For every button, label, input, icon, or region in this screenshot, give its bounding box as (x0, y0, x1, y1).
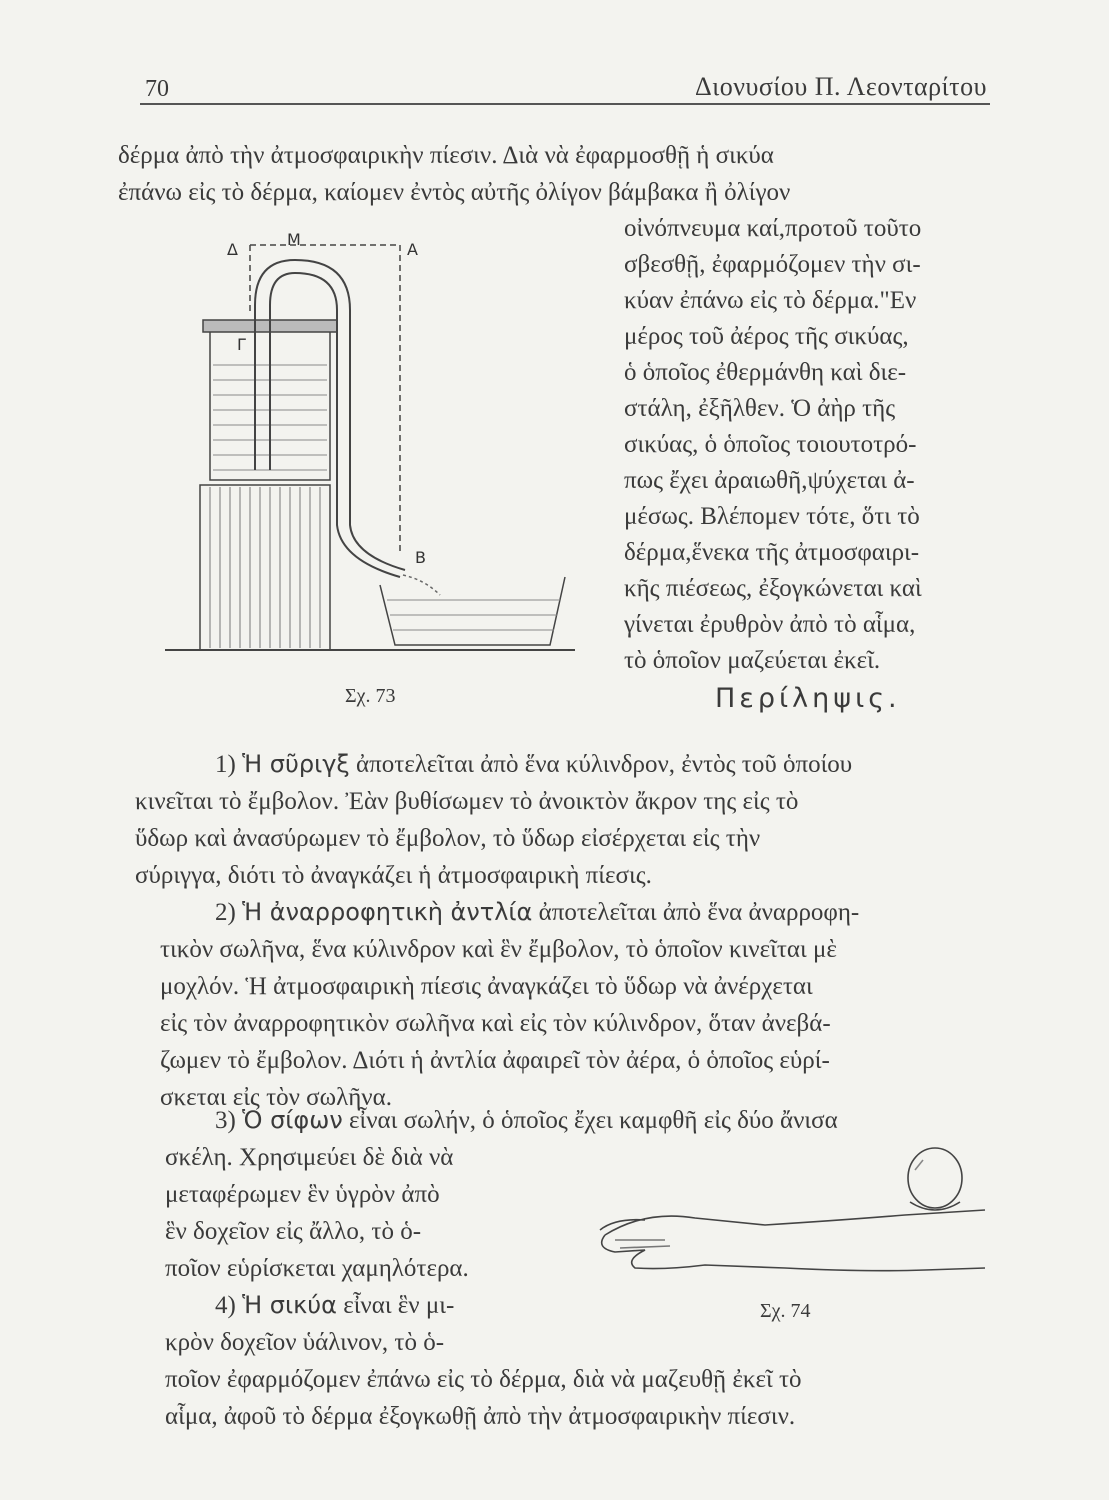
body-line: ἐπάνω εἰς τὸ δέρμα, καίομεν ἐντὸς αὐτῆς ὀλίγον βάμβακα ἢ ὀλίγον (118, 179, 791, 206)
body-line: τὸ ὁποῖον μαζεύεται ἐκεῖ. (624, 647, 881, 674)
figure-73-caption: Σχ. 73 (345, 685, 396, 707)
term-pump: Ἡ ἀναρροφητικὴ ἀντλία (242, 898, 533, 926)
body-line: σκεται εἰς τὸν σωλῆνα. (160, 1084, 392, 1111)
body-line: γίνεται ἐρυθρὸν ἀπὸ τὸ αἷμα, (624, 611, 916, 638)
body-line: σύριγγα, διότι τὸ ἀναγκάζει ἡ ἀτμοσφαιρικὴ πίεσις. (135, 862, 652, 889)
header-rule (140, 103, 990, 105)
summary-item-3-first: 3) Ὁ σίφων εἶναι σωλήν, ὁ ὁποῖος ἔχει καμφθῆ εἰς δύο ἄνισα (215, 1106, 838, 1134)
cupping-glass (908, 1148, 962, 1208)
term-syringe: Ἡ σῦριγξ (242, 750, 350, 778)
body-line: πως ἔχει ἀραιωθῆ,ψύχεται ἀ- (624, 467, 915, 494)
body-line: τικὸν σωλῆνα, ἕνα κύλινδρον καὶ ἓν ἔμβολον, τὸ ὁποῖον κινεῖται μὲ (160, 936, 837, 963)
term-siphon: Ὁ σίφων (242, 1106, 343, 1134)
label-alpha: Α (407, 240, 418, 259)
water-stream (403, 575, 440, 595)
finger-lines (615, 1240, 670, 1248)
siphon-figure (155, 225, 585, 665)
body-line: σικύας, ὁ ὁποῖος τοιουτοτρό- (624, 431, 917, 458)
body-line: δέρμα ἀπὸ τὴν ἀτμοσφαιρικὴν πίεσιν. Διὰ νὰ ἐφαρμοσθῇ ἡ σικύα (118, 142, 774, 169)
body-line: μέσως. Βλέπομεν τότε, ὅτι τὸ (624, 503, 920, 530)
body-line: μέρος τοῦ ἀέρος τῆς σικύας, (624, 323, 909, 350)
body-line: οἰνόπνευμα καί,προτοῦ τοῦτο (624, 215, 922, 242)
figure-74-caption: Σχ. 74 (760, 1300, 811, 1322)
summary-item-2-first: 2) Ἡ ἀναρροφητικὴ ἀντλία ἀποτελεῖται ἀπὸ ἕνα ἀναρροφη- (215, 898, 860, 926)
body-line: αἷμα, ἀφοῦ τὸ δέρμα ἐξογκωθῇ ἀπὸ τὴν ἀτμοσφαιρικὴν πίεσιν. (165, 1403, 796, 1430)
body-line: ποῖον ἐφαρμόζομεν ἐπάνω εἰς τὸ δέρμα, διὰ νὰ μαζευθῇ ἐκεῖ τὸ (165, 1366, 802, 1393)
body-line: στάλη, ἐξῆλθεν. Ὁ ἀὴρ τῆς (624, 395, 896, 422)
body-line: μεταφέρωμεν ἓν ὑγρὸν ἀπὸ (165, 1181, 440, 1208)
body-line: ποῖον εὑρίσκεται χαμηλότερα. (165, 1255, 469, 1282)
body-line: ἓν δοχεῖον εἰς ἄλλο, τὸ ὁ- (165, 1218, 422, 1245)
glass-highlight (915, 1160, 923, 1170)
label-beta: Β (415, 548, 426, 567)
label-delta: Δ (227, 240, 238, 259)
body-line: κρὸν δοχεῖον ὑάλινον, τὸ ὁ- (165, 1329, 445, 1356)
body-line: δέρμα,ἕνεκα τῆς ἀτμοσφαιρι- (624, 539, 920, 566)
body-line: σκέλη. Χρησιμεύει δὲ διὰ νὰ (165, 1144, 454, 1171)
summary-item-4-first: 4) Ἡ σικύα εἶναι ἓν μι- (215, 1291, 455, 1319)
term-cupping-glass: Ἡ σικύα (242, 1291, 337, 1319)
summary-heading: Περίληψις. (715, 683, 901, 714)
body-line: ὁ ὁποῖος ἐθερμάνθη καὶ διε- (624, 359, 907, 386)
arm-top-outline (605, 1210, 985, 1235)
body-line: ὕδωρ καὶ ἀνασύρωμεν τὸ ἔμβολον, τὸ ὕδωρ εἰσέρχεται εἰς τὴν (135, 825, 761, 852)
label-mu: Μ (287, 230, 301, 249)
running-title: Διονυσίου Π. Λεονταρίτου (695, 72, 987, 101)
lower-basin (380, 577, 565, 645)
thumb-outline (600, 1220, 645, 1230)
body-line: σβεσθῇ, ἐφαρμόζομεν τὴν σι- (624, 251, 921, 278)
body-line: μοχλόν. Ἡ ἀτμοσφαιρικὴ πίεσις ἀναγκάζει τὸ ὕδωρ νὰ ἀνέρχεται (160, 973, 813, 1000)
body-line: εἰς τὸν ἀναρροφητικὸν σωλῆνα καὶ εἰς τὸν κύλινδρον, ὅταν ἀνεβά- (160, 1010, 831, 1037)
summary-item-1-first: 1) Ἡ σῦριγξ ἀποτελεῖται ἀπὸ ἕνα κύλινδρον, ἐντὸς τοῦ ὁποίου (215, 750, 853, 778)
body-line: κύαν ἐπάνω εἰς τὸ δέρμα."Εν (624, 287, 917, 314)
body-line: κινεῖται τὸ ἔμβολον. Ἐὰν βυθίσωμεν τὸ ἀνοικτὸν ἄκρον της εἰς τὸ (135, 788, 799, 815)
swollen-skin (910, 1202, 960, 1210)
body-line: κῆς πιέσεως, ἐξογκώνεται καὶ (624, 575, 922, 602)
label-gamma: Γ (237, 335, 246, 354)
body-line: ζωμεν τὸ ἔμβολον. Διότι ἡ ἀντλία ἀφαιρεῖ τὸν ἀέρα, ὁ ὁποῖος εὑρί- (160, 1047, 830, 1074)
page-number: 70 (145, 76, 169, 102)
cupping-glass-figure (585, 1140, 1005, 1310)
